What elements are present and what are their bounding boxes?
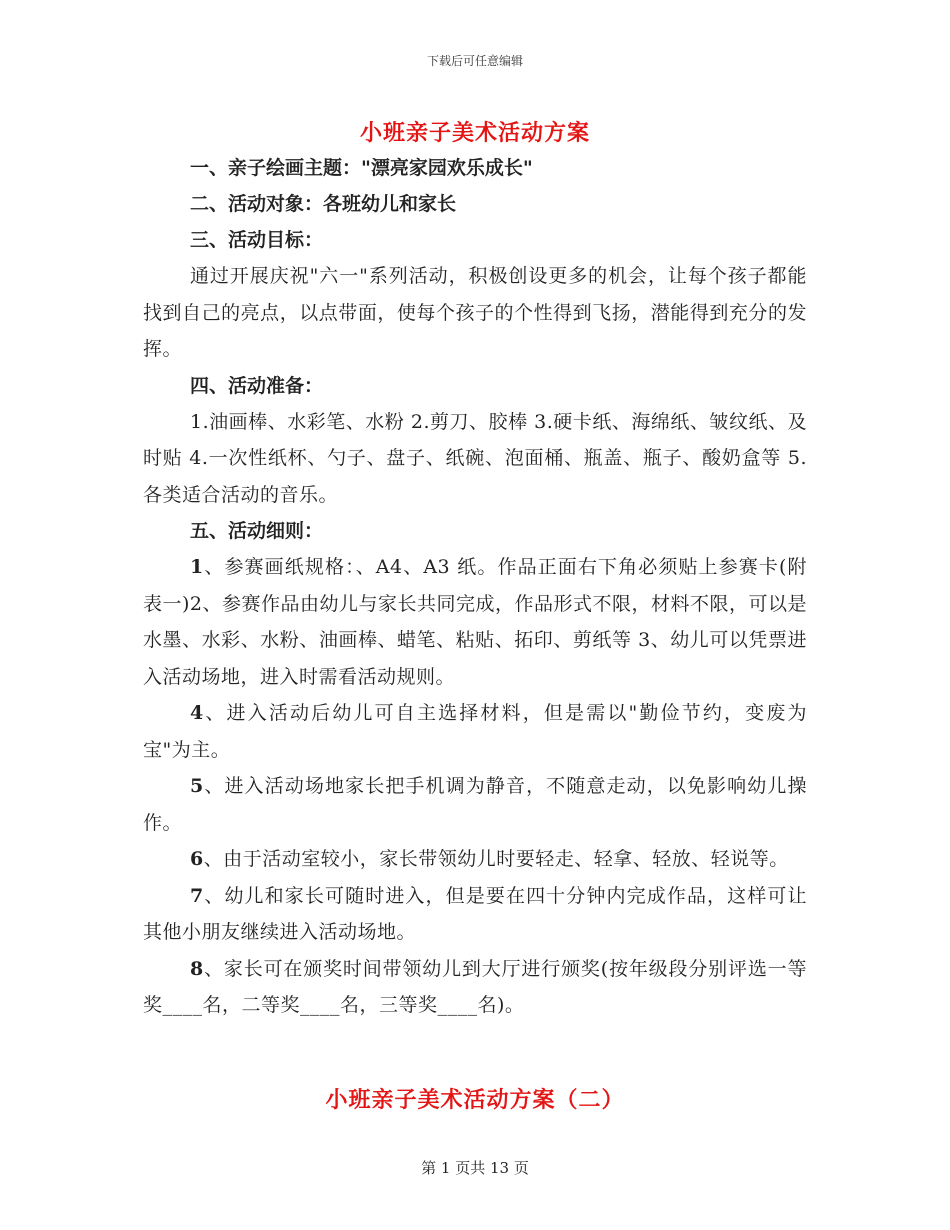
rule-number: 4 — [190, 702, 204, 724]
section-prep-heading: 四、活动准备： — [190, 374, 324, 397]
rule-item — [143, 549, 807, 695]
section-theme: 一、亲子绘画主题："漂亮家园欢乐成长" — [190, 157, 533, 179]
rule-text: 、参赛画纸规格：、A4、A3 纸。作品正面右下角必须贴上参赛卡(附表一)2、参赛作品由幼儿与家长共同完成，作品形式不限，材料不限，可以是水墨、水彩、水粉、油画棒、蜡笔、粘贴、拓印、剪纸等 3、幼儿可以凭票进入活动场地，进入时需看活动规则。 — [143, 556, 808, 688]
section-rules-heading: 五、活动细则： — [190, 520, 324, 542]
rule-text: 、进入活动场地家长把手机调为静音，不随意走动，以免影响幼儿操作。 — [143, 775, 807, 834]
page-footer: 第 1 页共 13 页 — [421, 1159, 529, 1177]
rule-item — [143, 768, 807, 841]
rule-item — [143, 951, 807, 1024]
rule-item — [143, 841, 807, 878]
rule-number: 7 — [190, 884, 204, 907]
rule-text: 、家长可在颁奖时间带领幼儿到大厅进行颁奖(按年级段分别评选一等奖____名，二等奖____名，三等奖____名)。 — [143, 957, 807, 1016]
section-goal-text: 通过开展庆祝"六一"系列活动，积极创设更多的机会，让每个孩子都能找到自己的亮点，以点带面，使每个孩子的个性得到飞扬，潜能得到充分的发挥。 — [143, 265, 807, 360]
rule-number: 1 — [190, 556, 204, 578]
rule-number: 8 — [190, 957, 204, 980]
document-title: 小班亲子美术活动方案 — [359, 120, 590, 146]
rule-text: 、进入活动后幼儿可自主选择材料，但是需以"勤俭节约，变废为宝"为主。 — [143, 702, 807, 761]
rule-number: 6 — [190, 848, 204, 870]
rule-text: 、由于活动室较小，家长带领幼儿时要轻走、轻拿、轻放、轻说等。 — [203, 848, 789, 870]
rule-text: 、幼儿和家长可随时进入，但是要在四十分钟内完成作品，这样可让其他小朋友继续进入活动场地。 — [143, 884, 807, 943]
section-target: 二、活动对象：各班幼儿和家长 — [190, 193, 457, 215]
section-prep-text: 1.油画棒、水彩笔、水粉 2.剪刀、胶棒 3.硬卡纸、海绵纸、皱纹纸、及时贴 4.一次性纸杯、勺子、盘子、纸碗、泡面桶、瓶盖、瓶子、酸奶盒等 5.各类适合活动的音乐。 — [143, 410, 807, 506]
rule-item — [143, 878, 807, 951]
document-title-part-two: 小班亲子美术活动方案（二） — [325, 1087, 625, 1113]
rule-number: 5 — [190, 775, 204, 797]
rule-item — [143, 695, 807, 768]
page-header: 下载后可任意编辑 — [426, 54, 523, 68]
document-body — [143, 150, 807, 1024]
section-goal-heading: 三、活动目标： — [190, 229, 324, 251]
